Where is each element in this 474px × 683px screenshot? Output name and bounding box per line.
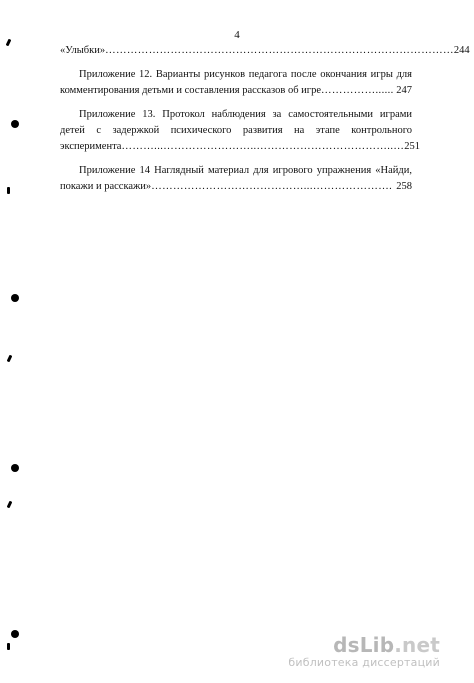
watermark [270,634,440,670]
watermark-logo-main: dsLib [333,633,395,657]
toc-entry-title-continued: комментирования детьми и составления рассказов об игре [60,85,322,96]
scan-speck [7,355,13,363]
watermark-logo [270,634,440,656]
toc-leader-dots: ……………...... [321,85,394,96]
toc-entry-page: 258 [396,181,412,192]
toc-line [60,139,420,155]
binding-hole-dot [11,630,19,638]
table-of-contents [60,43,470,203]
scan-speck [7,187,10,194]
watermark-caption: библиотека диссертаций [288,656,440,669]
toc-entry-appendix-12 [60,67,412,99]
toc-entry-title-continued: эксперимента [60,141,122,152]
toc-line [60,179,412,195]
binding-hole-dot [11,120,19,128]
toc-entry-page: 251 [404,141,420,152]
page-number: 4 [234,29,240,41]
toc-entry-title: Приложение 13. Протокол наблюдения за самостоятельными играми [79,109,412,120]
toc-leader-dots: ……………………………………...…………………. [151,181,393,192]
toc-line [60,83,412,99]
scan-speck [7,643,10,650]
toc-entry-title: «Улыбки» [60,45,106,56]
toc-line [60,43,470,59]
toc-entry-appendix-14 [60,163,412,195]
binding-hole-dot [11,294,19,302]
toc-entry-title: Приложение 12. Варианты рисунков педагога после окончания игры для [79,69,412,80]
scan-speck [7,501,13,509]
toc-entry-page: 247 [396,85,412,96]
watermark-logo-suffix: .net [394,633,440,657]
toc-entry-page: 244 [453,45,470,56]
toc-entry-smile [60,43,470,59]
toc-entry-title: Приложение 14 Наглядный материал для игрового упражнения «Найди, [79,165,412,176]
toc-entry-appendix-13 [60,107,420,155]
toc-entry-title-continued: детей с задержкой психического развития на этапе контрольного [60,125,412,136]
binding-hole-dot [11,464,19,472]
toc-entry-title-continued: покажи и расскажи» [60,181,152,192]
toc-leader-dots: …………………………………………………………………………………… [105,45,454,56]
toc-leader-dots: ………...……………………..………………………………..… [121,141,405,152]
